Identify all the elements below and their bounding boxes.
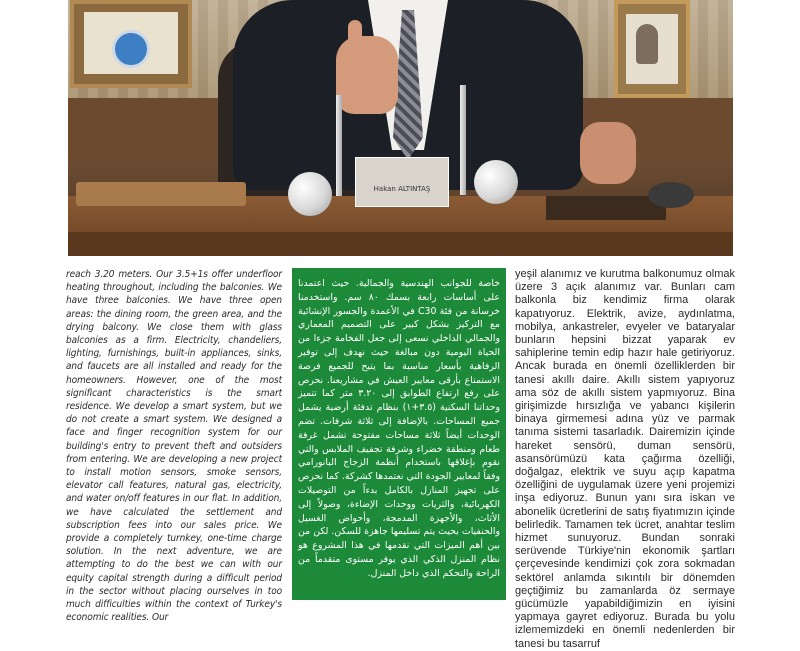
person-icon [636, 24, 658, 64]
crystal-globe [474, 160, 518, 204]
certificate-frame [70, 0, 192, 88]
arabic-column: خاصة للجوانب الهندسية والجمالية. حيث اعتمدنا على أساسات رابعة بسمك ٨٠ سم. واستخدمنا خرسانة من فئة C30 في الأعمدة والجسور الإنشائية مع التركيز بشكل كبير على التصميم المعماري والجمالي الداخلي نسعى إلى جعل الفخامة جزءا من الحياة اليومية دون مبالغة حيث نهدف إلى توفير الرفاهية بأسعار مناسبة بما يتيح للجميع فرصة الاستمتاع بأرقى معايير العيش في مشاريعنا. نحرص على رفع ارتفاع الطوابق إلى ٣.٢٠ متر كما تتميز وحداتنا السكنية (٣.٥+١) بنظام تدفئة أرضية يشمل جميع المساحات. بالإضافة إلى ثلاثة شرفات. تضم الوحدات أيضاً ثلاثة مساحات مفتوحة تشمل غرفة طعام ومنطقة خضراء وشرفة تجفيف الملابس والتي نقوم بإغلاقها باستخدام أنظمة الزجاج البانورامي وفقاً لمعايير الجودة التي نعتمدها كشركة. كما نحرص على تجهيز المنازل بالكامل بدءاً من التوصيلات الكهربائية، والثريات ووحدات الإضاءة، وصولاً إلى الأثاث، والأجهزة المدمجة، وأحواض الغسيل والحنفيات بحيث يتم تسليمها جاهزة للسكن. لكن من بين أهم الميزات التي نقدمها في هذا المشروع هو نظام المنزل الذكي الذي يوفر مستوى متقدماً من الراحة والتحكم الذي داخل المنزل. [292, 268, 506, 600]
computer-mouse [648, 182, 694, 208]
crystal-globe [288, 172, 332, 216]
thumbs-up-hand [336, 36, 398, 114]
turkish-column: yeşil alanımız ve kurutma balkonumuz olmak üzere 3 açık alanımız var. Bunları cam balkonla biz kendimiz firma olarak kapatıyoruz. Elektrik, avize, aydınlatma, mobilya, ankastreler, evyeler ve bataryalar bunların hepsini bizzat yaparak ev sahiplerine temin edip hazır hale getiriyoruz. Ancak burada en önemli özelliklerden bir tanesi akıllı daire. Akıllı sistem yapıyoruz ama söz de akıllı sistem yapmıyoruz. Bina girişimizde hırsızlığa ve yabancı kişilerin binaya girmemesi adına yüz ve parmak tanıma sistemi tasarladık. Dairemizin içinde hareket sensörü, duman sensörü, asansörümüzü kata çağırma özelliği, doğalgaz, elektrik ve suyu açıp kapatma özelliğini de uygulamak üzere yeni projemizi inşa ediyoruz. Bunun yanı sıra iskan ve abonelik ücretlerini de satış fiyatımızın içinde belirledik. Tamamen tek ücret, anahtar teslim hizmet sunuyoruz. Bundan sonraki serüvende Türkiye'nin ekonomik şartları çerçevesinde kendimizi çok zora sokmadan sektörel anlamda sıkıntılı bir dönemden geçtiğimiz bu zamanlarda öz sermaye gücümüzle yapabildiğimizin en iyisini yapmaya gayret ediyoruz. Burada bu yolu izlememizdeki en önemli nedenlerden bir tanesi bu tasarruf [515, 268, 735, 650]
desk-edge [68, 232, 733, 256]
desk-tray [546, 196, 666, 220]
seal-icon [112, 30, 150, 68]
article-photo [68, 0, 733, 256]
photo-frame [614, 0, 690, 98]
thumb [348, 20, 362, 50]
english-column: reach 3.20 meters. Our 3.5+1s offer underfloor heating throughout, including the balconies. We have three balconies. We have three open areas: the dining room, the green area, and the drying balcony. We close them with glass balconies as a firm. Electricity, chandeliers, lighting, furnishings, built-in appliances, sinks, and faucets are all installed and ready for the homeowners. However, one of the most significant characteristics is the smart residence. We develop a smart system, but we do not create a smart system. We designed a face and finger recognition system for our building's entry to prevent theft and outsiders from entering. We are developing a new project to install motion sensors, smoke sensors, elevator call features, natural gas, electricity, and water on/off features in our flat. In addition, we have calculated the settlement and subscription fees into our sales price. We provide a completely turnkey, one-time charge solution. In the next adventure, we are attempting to do the best we can with our equity capital strength during a difficult period in the sector without placing ourselves in too much difficulties within the context of Turkey's economic realities. Our [66, 269, 282, 624]
resting-hand [580, 122, 636, 184]
desk-ornament [460, 85, 466, 195]
desk-ornament [336, 95, 342, 205]
pen-holder [76, 182, 246, 206]
nameplate: Hakan ALTINTAŞ [355, 157, 449, 207]
